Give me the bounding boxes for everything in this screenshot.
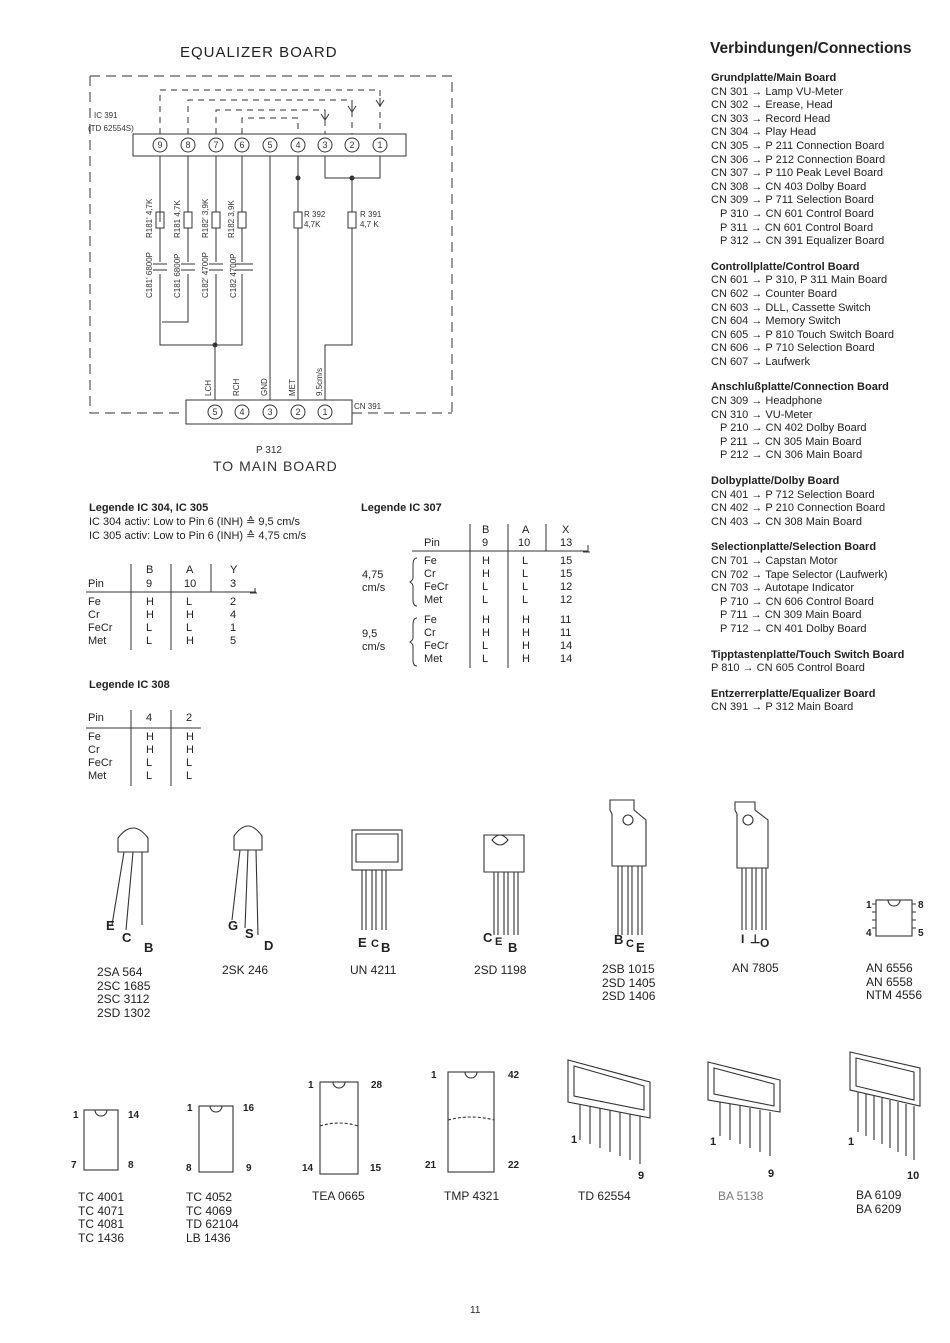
connection-item: CN 309 → Headphone <box>711 395 823 408</box>
table-cell: L <box>522 555 529 567</box>
r392-label: R 392 <box>304 210 326 219</box>
connection-section <box>711 688 946 715</box>
table-cell: L <box>482 640 489 652</box>
power-ic-package-icon <box>850 1052 920 1106</box>
connection-item: CN 308 → CN 403 Dolby Board <box>711 180 867 193</box>
pin-number: 1 <box>866 900 872 911</box>
connection-item: CN 703 → Autotape Indicator <box>711 582 855 595</box>
resistor-label: R181' 4,7K <box>145 198 154 238</box>
legend-304-line1: IC 304 activ: Low to Pin 6 (INH) ≙ 9,5 cm/s <box>89 516 300 528</box>
capacitor-label: C182' 4700P <box>201 251 210 298</box>
table-cell: 15 <box>560 555 573 567</box>
regulator-package-icon <box>735 802 768 868</box>
connection-item: CN 304 → Play Head <box>711 126 817 139</box>
table-cell: H <box>186 635 194 647</box>
pin-letter: C <box>371 938 379 950</box>
connection-item: CN 604 → Memory Switch <box>711 315 841 328</box>
part-number: BA 5138 <box>718 1189 764 1203</box>
pin-number: 5 <box>918 928 924 939</box>
part-label-group <box>350 964 396 978</box>
connection-item: CN 401 → P 712 Selection Board <box>711 488 875 501</box>
pin-label: Pin <box>88 578 104 590</box>
section-title: Dolbyplatte/Dolby Board <box>711 475 840 488</box>
connection-item: P 711 → CN 309 Main Board <box>720 609 862 622</box>
part-number: 2SD 1302 <box>97 1005 151 1020</box>
table-cell: H <box>522 653 530 665</box>
dip8-package-icon <box>876 900 912 936</box>
pin-number: 16 <box>243 1103 255 1114</box>
section-title: Grundplatte/Main Board <box>711 72 837 84</box>
ic-pin-label: 1 <box>377 140 383 150</box>
table-cell: Met <box>88 770 107 782</box>
ic-pin-label: 7 <box>213 140 219 150</box>
wire-label-lch: LCH <box>204 379 213 396</box>
page-number: 11 <box>470 1305 481 1316</box>
speed-unit: cm/s <box>362 582 386 594</box>
pin-letter: E <box>636 940 645 955</box>
ic-pin-label: 8 <box>185 140 191 150</box>
pin-letter: E <box>358 935 367 950</box>
transistor-package-icon <box>352 830 402 870</box>
header-b: B <box>482 524 490 536</box>
table-cell: 14 <box>560 640 573 652</box>
equalizer-schematic <box>0 0 470 480</box>
wire-label-met: MET <box>288 379 297 396</box>
cn-pin-label: 5 <box>212 407 218 417</box>
ic-pin-label: 3 <box>322 140 328 150</box>
table-cell: L <box>522 581 529 593</box>
pin-number: 9 <box>146 578 153 590</box>
pin-number: 28 <box>371 1080 383 1091</box>
pin-number: 1 <box>710 1136 717 1148</box>
r392-value: 4,7K <box>304 220 321 229</box>
part-label-group <box>444 1190 499 1204</box>
pin-number: 10 <box>907 1170 920 1182</box>
connection-item: P 212 → CN 306 Main Board <box>720 449 863 462</box>
part-number: BA 6209 <box>856 1201 902 1216</box>
table-cell: L <box>186 622 193 634</box>
section-title: Anschlußplatte/Connection Board <box>711 381 889 394</box>
connection-item: CN 391 → P 312 Main Board <box>711 701 854 714</box>
legend-304-line2: IC 305 activ: Low to Pin 6 (INH) ≙ 4,75 cm/s <box>89 530 307 542</box>
part-label-group <box>578 1190 631 1204</box>
pin-letter: C <box>626 938 634 950</box>
part-number: AN 6556 <box>866 961 913 975</box>
table-cell: 12 <box>560 581 573 593</box>
table-cell: L <box>186 757 193 769</box>
part-label-group <box>866 962 922 1003</box>
pin-letter: O <box>760 936 770 950</box>
part-number: TC 4081 <box>78 1217 125 1231</box>
speed-label: 4,75 <box>362 569 384 581</box>
pin-letter: C <box>122 930 132 945</box>
connection-item: P 211 → CN 305 Main Board <box>720 435 862 448</box>
connection-item: CN 601 → P 310, P 311 Main Board <box>711 274 888 287</box>
connection-item: CN 702 → Tape Selector (Laufwerk) <box>711 568 888 581</box>
pin-letter: I <box>741 932 745 946</box>
table-cell: Fe <box>88 731 101 743</box>
connection-item: CN 603 → DLL, Cassette Switch <box>711 301 871 314</box>
to220-package-icon <box>610 800 646 866</box>
header-y: Y <box>230 564 238 576</box>
table-cell: H <box>482 568 490 580</box>
table-cell: H <box>186 744 194 756</box>
table-cell: FeCr <box>88 622 113 634</box>
connection-item: CN 302 → Erease, Head <box>711 99 833 112</box>
pin-letter: B <box>614 932 624 947</box>
pin-number: 10 <box>184 578 197 590</box>
part-number: TMP 4321 <box>444 1189 500 1203</box>
pin-number: 14 <box>302 1163 314 1174</box>
table-cell: H <box>482 555 490 567</box>
part-number: UN 4211 <box>350 963 397 977</box>
part-number: TC 4001 <box>78 1190 125 1204</box>
part-number: TD 62104 <box>186 1217 239 1231</box>
header-a: A <box>186 564 194 576</box>
pin-letter: C <box>483 930 493 945</box>
legend-304-title: Legende IC 304, IC 305 <box>89 502 209 514</box>
connection-item: CN 305 → P 211 Connection Board <box>711 139 885 152</box>
part-label-group <box>602 963 655 1004</box>
legend-308-title: Legende IC 308 <box>89 679 170 691</box>
ic-label: IC 391 <box>94 111 118 120</box>
equalizer-title: EQUALIZER BOARD <box>180 44 338 61</box>
connection-item: CN 306 → P 212 Connection Board <box>711 153 886 166</box>
section-title: Selectionplatte/Selection Board <box>711 541 877 554</box>
part-label-group <box>856 1189 901 1216</box>
part-label-group <box>78 1191 124 1245</box>
table-cell: 2 <box>230 596 237 608</box>
capacitor-label: C182 4700P <box>229 253 238 298</box>
ic-pin-label: 4 <box>295 140 301 150</box>
pin-number: 22 <box>508 1160 520 1171</box>
connection-item: P 311 → CN 601 Control Board <box>720 221 874 234</box>
section-title: Tipptastenplatte/Touch Switch Board <box>711 648 905 661</box>
dip16-package-icon <box>199 1106 233 1172</box>
part-number: 2SC 1685 <box>97 978 151 993</box>
part-number: TD 62554 <box>578 1189 631 1203</box>
table-cell: L <box>482 581 489 593</box>
table-cell: Fe <box>88 596 101 608</box>
ic-pin-label: 2 <box>349 140 355 150</box>
header-a: A <box>522 524 530 536</box>
pin-letter: B <box>381 940 391 955</box>
table-cell: L <box>146 622 153 634</box>
connection-section <box>711 649 946 676</box>
pin-letter: S <box>245 926 254 941</box>
speed-label: 9,5 <box>362 628 378 640</box>
table-cell: Cr <box>424 627 436 639</box>
pin-label: Pin <box>424 537 440 549</box>
part-label-group <box>186 1191 239 1245</box>
pin-label: Pin <box>88 712 104 724</box>
connection-section <box>711 72 946 249</box>
connection-item: CN 402 → P 210 Connection Board <box>711 502 886 515</box>
part-label-group <box>312 1190 365 1204</box>
part-number: 2SA 564 <box>97 965 143 979</box>
connection-item: CN 303 → Record Head <box>711 112 831 125</box>
part-number: BA 6109 <box>856 1188 902 1202</box>
connection-item: CN 309 → P 711 Selection Board <box>711 194 874 207</box>
speed-unit: cm/s <box>362 641 386 653</box>
part-number: AN 6558 <box>866 974 913 989</box>
connection-item: P 710 → CN 606 Control Board <box>720 595 874 608</box>
pin-number: 4 <box>866 928 872 939</box>
pin-number: 1 <box>187 1103 193 1114</box>
part-number: LB 1436 <box>186 1230 231 1245</box>
table-cell: FeCr <box>424 640 449 652</box>
section-title: Controllplatte/Control Board <box>711 260 860 273</box>
pin-number: 42 <box>508 1070 520 1081</box>
table-cell: H <box>522 614 530 626</box>
table-cell: Cr <box>424 568 436 580</box>
pin-number: 1 <box>848 1136 855 1148</box>
table-cell: H <box>186 731 194 743</box>
table-cell: H <box>146 609 154 621</box>
connections-title: Verbindungen/Connections <box>710 40 912 57</box>
resistor-label: R182 3,9K <box>227 200 236 238</box>
connection-section <box>711 381 946 463</box>
connection-item: CN 403 → CN 308 Main Board <box>711 515 863 528</box>
part-number: TC 1436 <box>78 1230 125 1245</box>
connection-item: P 712 → CN 401 Dolby Board <box>720 622 867 635</box>
pin-number: 9 <box>246 1163 252 1174</box>
pin-number: 9 <box>638 1170 645 1182</box>
pin-number: 13 <box>560 537 573 549</box>
connection-item: P 310 → CN 601 Control Board <box>720 207 874 220</box>
pin-number: 9 <box>482 537 489 549</box>
part-number: TC 4069 <box>186 1203 233 1218</box>
to-main-board-label: TO MAIN BOARD <box>213 458 338 474</box>
r391-value: 4,7 K <box>360 220 379 229</box>
table-cell: 5 <box>230 635 237 647</box>
connection-item: CN 701 → Capstan Motor <box>711 555 838 567</box>
header-b: B <box>146 564 154 576</box>
to92-body-icon <box>234 826 262 850</box>
header-x: X <box>562 524 570 536</box>
connection-item: P 810 → CN 605 Control Board <box>711 662 865 675</box>
table-cell: Cr <box>88 744 100 756</box>
part-label-group <box>732 962 779 976</box>
ic-pin-label: 9 <box>157 140 163 150</box>
table-cell: 15 <box>560 568 573 580</box>
components-row1-drawings <box>0 790 950 965</box>
table-cell: L <box>186 770 193 782</box>
cn-pin-label: 4 <box>239 407 245 417</box>
pin-letter: ⊥ <box>750 932 761 946</box>
part-number: TC 4071 <box>78 1203 125 1218</box>
pin-number: 14 <box>128 1110 140 1121</box>
section-title: Entzerrerplatte/Equalizer Board <box>711 687 876 700</box>
pin-number: 8 <box>128 1160 134 1171</box>
pin-number: 7 <box>71 1160 77 1171</box>
table-cell: L <box>522 594 529 606</box>
table-cell: Cr <box>88 609 100 621</box>
table-cell: L <box>482 653 489 665</box>
ic-part-label: (TD 62554S) <box>88 124 134 133</box>
connection-item: CN 607 → Laufwerk <box>711 355 811 368</box>
table-cell: 14 <box>560 653 573 665</box>
pin-number: 1 <box>73 1110 79 1121</box>
table-cell: Met <box>424 594 443 606</box>
connections-list <box>711 72 946 715</box>
pin-letter: E <box>495 936 503 948</box>
part-number: TC 4052 <box>186 1190 233 1204</box>
pin-number: 10 <box>518 537 531 549</box>
table-cell: H <box>482 627 490 639</box>
table-cell: H <box>146 731 154 743</box>
table-cell: 4 <box>230 609 237 621</box>
table-cell: Met <box>88 635 107 647</box>
ic-pin-label: 5 <box>267 140 273 150</box>
pin-number: 9 <box>768 1168 775 1180</box>
table-cell: H <box>522 627 530 639</box>
resistor-label: R182' 3,9K <box>201 198 210 238</box>
part-number: 2SC 3112 <box>97 992 150 1006</box>
part-number: 2SK 246 <box>222 963 269 977</box>
connection-item: CN 605 → P 810 Touch Switch Board <box>711 328 895 341</box>
legend-304-table <box>86 562 266 652</box>
r391-label: R 391 <box>360 210 382 219</box>
legend-308-table <box>86 710 216 788</box>
pin-number: 4 <box>146 712 153 724</box>
pin-number: 1 <box>571 1134 578 1146</box>
table-cell: L <box>482 594 489 606</box>
wire-label-rch: RCH <box>232 378 241 396</box>
pin-number: 1 <box>431 1070 437 1081</box>
resistor-label: R181 4,7K <box>173 200 182 238</box>
table-cell: L <box>146 757 153 769</box>
capacitor-label: C181 6800P <box>173 253 182 298</box>
table-cell: 11 <box>560 627 572 639</box>
cn-pin-label: 3 <box>267 407 273 417</box>
table-cell: FeCr <box>424 581 449 593</box>
cn-pin-label: 1 <box>322 407 328 417</box>
part-label-group <box>97 966 150 1020</box>
dip14-package-icon <box>84 1110 118 1170</box>
pin-number: 15 <box>370 1163 382 1174</box>
table-cell: H <box>522 640 530 652</box>
connection-item: CN 301 → Lamp VU-Meter <box>711 85 844 98</box>
pin-number: 8 <box>918 900 924 911</box>
table-cell: 1 <box>230 622 237 634</box>
pin-letter: E <box>106 918 115 933</box>
ic-pin-label: 6 <box>239 140 245 150</box>
table-cell: L <box>522 568 529 580</box>
part-number: 2SD 1198 <box>474 963 527 977</box>
pin-number: 3 <box>230 578 237 590</box>
part-number: TEA 0665 <box>312 1189 365 1203</box>
table-cell: L <box>146 635 153 647</box>
capacitor-label: C181' 6800P <box>145 251 154 298</box>
cn391-label: CN 391 <box>354 402 382 411</box>
connection-item: CN 310 → VU-Meter <box>711 408 813 421</box>
wire-label-speed: 9,5cm/s <box>315 367 324 396</box>
table-cell: L <box>146 770 153 782</box>
legend-307-title: Legende IC 307 <box>361 502 442 514</box>
dip42-package-icon <box>448 1072 494 1172</box>
part-label-group <box>718 1190 763 1204</box>
pin-letter: D <box>264 938 274 953</box>
table-cell: L <box>186 596 193 608</box>
connection-section <box>711 261 946 370</box>
wire-label-gnd: GND <box>260 378 269 396</box>
to92-body-icon <box>118 828 148 852</box>
p312-label: P 312 <box>256 445 282 456</box>
table-cell: H <box>482 614 490 626</box>
pin-letter: G <box>228 918 239 933</box>
transistor-package-icon <box>484 835 524 872</box>
table-cell: 11 <box>560 614 572 626</box>
cn-pin-label: 2 <box>295 407 301 417</box>
table-cell: H <box>186 609 194 621</box>
pin-number: 1 <box>308 1080 314 1091</box>
part-label-group <box>474 964 526 978</box>
connection-item: P 210 → CN 402 Dolby Board <box>720 422 867 435</box>
part-number: 2SD 1406 <box>602 989 656 1003</box>
connection-section <box>711 475 946 529</box>
table-cell: FeCr <box>88 757 113 769</box>
part-number: AN 7805 <box>732 961 779 975</box>
table-cell: Fe <box>424 614 437 626</box>
components-row2-drawings <box>0 1040 950 1190</box>
connection-item: CN 602 → Counter Board <box>711 287 837 300</box>
table-cell: H <box>146 596 154 608</box>
part-label-group <box>222 964 268 978</box>
part-number: 2SB 1015 <box>602 962 655 976</box>
connection-item: CN 307 → P 110 Peak Level Board <box>711 167 884 180</box>
pin-number: 8 <box>186 1163 192 1174</box>
table-cell: Met <box>424 653 443 665</box>
connection-section <box>711 541 946 636</box>
legend-307-table <box>360 520 600 670</box>
pin-letter: B <box>144 940 154 955</box>
table-cell: Fe <box>424 555 437 567</box>
connection-item: P 312 → CN 391 Equalizer Board <box>720 235 885 248</box>
part-number: 2SD 1405 <box>602 975 656 990</box>
dip28-package-icon <box>320 1082 358 1174</box>
part-number: NTM 4556 <box>866 988 923 1002</box>
table-cell: H <box>146 744 154 756</box>
connection-item: CN 606 → P 710 Selection Board <box>711 342 875 355</box>
pin-number: 21 <box>425 1160 437 1171</box>
table-cell: 12 <box>560 594 573 606</box>
pin-number: 2 <box>186 712 193 724</box>
pin-letter: B <box>508 940 518 955</box>
